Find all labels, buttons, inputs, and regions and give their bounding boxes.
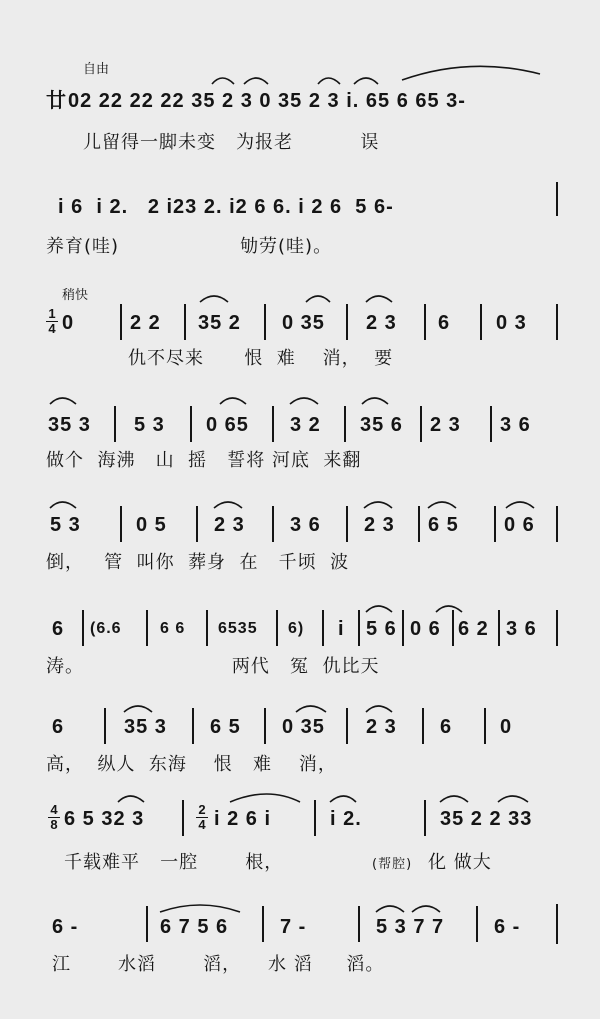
barline — [206, 610, 208, 646]
barline — [480, 304, 482, 340]
final-barline — [556, 904, 558, 944]
measure-2: 35 3 — [124, 716, 167, 738]
measure-5: 6 - — [494, 916, 521, 938]
barline — [498, 610, 500, 646]
barline — [272, 406, 274, 442]
barline — [114, 406, 116, 442]
barline — [196, 506, 198, 542]
lyrics-line-end: 化 做大 — [428, 852, 492, 873]
time-signature-2 — [196, 804, 208, 831]
barline — [264, 708, 266, 744]
measure-4: 6535 — [218, 620, 258, 637]
measure-2: 6 7 5 6 — [160, 916, 229, 938]
measure-3: 0 65 — [206, 414, 249, 436]
measure-4: 0 35 — [282, 716, 325, 738]
barline — [452, 610, 454, 646]
barline — [264, 304, 266, 340]
measure-1: 6 5 32 3 — [64, 808, 145, 830]
barline — [556, 304, 558, 340]
measure-6: 6 5 — [428, 514, 459, 536]
measure-2: (6.6 — [90, 620, 122, 637]
lyrics-line: 江 水滔 滔， 水 滔 滔。 — [52, 954, 385, 975]
barline — [344, 406, 346, 442]
barline — [272, 506, 274, 542]
barline — [424, 800, 426, 836]
measure-2: 5 3 — [134, 414, 165, 436]
time-signature — [48, 804, 60, 831]
lyrics-line: 涛。 两代 冤 仇比天 — [46, 656, 380, 677]
barline — [184, 304, 186, 340]
measure-6: 6 — [438, 312, 451, 334]
barline — [422, 708, 424, 744]
barline — [418, 506, 420, 542]
measure-5: 2 3 — [364, 514, 395, 536]
barline — [120, 304, 122, 340]
measure-1: 6 — [52, 618, 65, 640]
barline — [484, 708, 486, 744]
lyrics-line: 倒， 管 叫你 葬身 在 千顷 波 — [46, 552, 350, 573]
measure-7: 5 6 — [366, 618, 397, 640]
notes-line: 02 22 22 22 35 2 3 0 35 2 3 i. 65 6 65 3- — [68, 90, 466, 112]
measure-4: 0 35 — [282, 312, 325, 334]
barline — [146, 906, 148, 942]
lyrics-line: 高， 纵人 东海 恨 难 消， — [46, 754, 337, 775]
notes-line: i 6 i 2. 2 i23 2. i2 6 6. i 2 6 5 6- — [58, 196, 394, 218]
barline — [190, 406, 192, 442]
measure-7: 0 6 — [504, 514, 535, 536]
measure-5: 2 3 — [366, 312, 397, 334]
barline — [346, 708, 348, 744]
time-sig-top: 2 — [198, 802, 206, 817]
barline — [262, 906, 264, 942]
lyrics-line: 养育(哇) 劬劳(哇)。 — [46, 236, 333, 257]
barline — [346, 304, 348, 340]
time-sig-bottom: 4 — [198, 817, 206, 832]
lyrics-line: 做个 海沸 山 摇 誓将 河底 来翻 — [46, 450, 362, 471]
barline — [346, 506, 348, 542]
barline — [556, 506, 558, 542]
barline — [494, 506, 496, 542]
barline — [490, 406, 492, 442]
barline — [120, 506, 122, 542]
measure-2: 0 5 — [136, 514, 167, 536]
lyrics-line: 仇不尽来 恨 难 消， 要 — [128, 348, 394, 369]
barline — [192, 708, 194, 744]
lyrics-aside: (帮腔) — [372, 857, 413, 872]
time-sig-top: 4 — [50, 802, 58, 817]
measure-5: 2 3 — [366, 716, 397, 738]
measure-1: 35 3 — [48, 414, 91, 436]
barline — [146, 610, 148, 646]
measure-3: 6 5 — [210, 716, 241, 738]
measure-2: 2 2 — [130, 312, 161, 334]
barline — [322, 610, 324, 646]
barline — [104, 708, 106, 744]
measure-6: i — [338, 618, 345, 640]
measure-7: 3 6 — [500, 414, 531, 436]
barline — [276, 610, 278, 646]
measure-4: 3 2 — [290, 414, 321, 436]
measure-4: 5 3 7 7 — [376, 916, 445, 938]
barline — [358, 906, 360, 942]
measure-3: 35 2 — [198, 312, 241, 334]
barline — [82, 610, 84, 646]
measure-1: 6 - — [52, 916, 79, 938]
barline — [556, 610, 558, 646]
time-sig-bottom: 4 — [48, 321, 56, 336]
measure-1: 6 — [52, 716, 65, 738]
tempo-mark: 稍快 — [62, 288, 89, 303]
barline — [476, 906, 478, 942]
barline — [556, 182, 558, 216]
measure-4: 3 6 — [290, 514, 321, 536]
measure-4: 35 2 2 33 — [440, 808, 533, 830]
time-sig-top: 1 — [48, 306, 56, 321]
barline — [314, 800, 316, 836]
measure-5: 6) — [288, 620, 305, 637]
measure-10: 3 6 — [506, 618, 537, 640]
measure-5: 35 6 — [360, 414, 403, 436]
measure-1: 5 3 — [50, 514, 81, 536]
barline — [358, 610, 360, 646]
measure-6: 2 3 — [430, 414, 461, 436]
barline — [402, 610, 404, 646]
time-sig-bottom: 8 — [50, 817, 58, 832]
measure-6: 6 — [440, 716, 453, 738]
tempo-mark: 自由 — [83, 62, 110, 77]
lyrics-line: 儿留得一脚未变 为报老 误 — [83, 132, 380, 153]
barline — [182, 800, 184, 836]
measure-3: i 2. — [330, 808, 362, 830]
lyrics-line: 千载难平 一腔 根， — [64, 852, 284, 873]
measure-7: 0 — [500, 716, 513, 738]
measure-2: i 2 6 i — [214, 808, 272, 830]
measure-3: 2 3 — [214, 514, 245, 536]
measure-3: 7 - — [280, 916, 307, 938]
barline — [420, 406, 422, 442]
measure-3: 6 6 — [160, 620, 186, 637]
measure-7: 0 3 — [496, 312, 527, 334]
measure-1: 0 — [62, 312, 75, 334]
barline — [424, 304, 426, 340]
measure-9: 6 2 — [458, 618, 489, 640]
beat-prefix: 廿 — [46, 90, 67, 112]
time-signature — [46, 308, 58, 335]
measure-8: 0 6 — [410, 618, 441, 640]
